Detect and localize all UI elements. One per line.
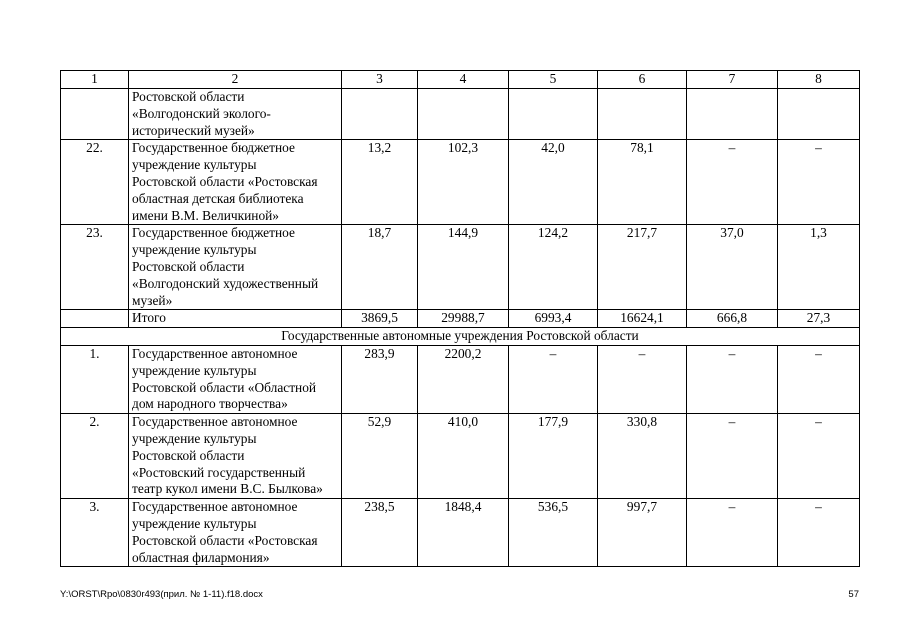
value-cell (687, 89, 778, 140)
value-cell: 410,0 (418, 414, 509, 499)
institution-name-cell (129, 414, 342, 499)
institution-name-line: музей» (132, 292, 173, 308)
value-cell (778, 89, 860, 140)
value-cell: 102,3 (418, 140, 509, 225)
value-cell: 42,0 (509, 140, 598, 225)
value-cell: 16624,1 (598, 310, 687, 328)
value-cell (598, 89, 687, 140)
institution-name-line: областная детская библиотека (132, 190, 304, 206)
footer-page-number: 57 (848, 589, 859, 600)
value-cell: – (509, 345, 598, 413)
value-cell: – (687, 345, 778, 413)
column-number-header: 2 (129, 71, 342, 89)
institution-name-line: областная филармония» (132, 549, 270, 565)
institution-name-line: учреждение культуры (132, 362, 257, 378)
institution-name-line: имени В.М. Величкиной» (132, 207, 279, 223)
section-title-row (61, 328, 860, 346)
institution-name-line: дом народного творчества» (132, 396, 288, 412)
column-number-header: 6 (598, 71, 687, 89)
institution-name-line: Ростовской области (132, 447, 245, 463)
table-row (61, 140, 860, 225)
row-number-cell: 23. (61, 225, 129, 310)
institution-name-line: театр кукол имени В.С. Былкова» (132, 481, 323, 497)
value-cell: – (687, 499, 778, 567)
row-number-cell (61, 310, 129, 328)
column-number-header: 5 (509, 71, 598, 89)
value-cell: – (778, 140, 860, 225)
value-cell: 124,2 (509, 225, 598, 310)
value-cell: 78,1 (598, 140, 687, 225)
value-cell: 666,8 (687, 310, 778, 328)
value-cell: 177,9 (509, 414, 598, 499)
institution-name-line: исторический музей» (132, 122, 255, 138)
value-cell: 283,9 (342, 345, 418, 413)
institution-name-line: Ростовской области (132, 89, 245, 104)
column-number-header: 8 (778, 71, 860, 89)
institution-name-line: учреждение культуры (132, 430, 257, 446)
column-number-header: 7 (687, 71, 778, 89)
footer-file-path: Y:\ORST\Rpo\0830r493(прил. № 1-11).f18.docx (60, 589, 263, 600)
institution-name-line: Ростовской области (132, 258, 245, 274)
row-number-cell: 2. (61, 414, 129, 499)
row-number-cell (61, 89, 129, 140)
institution-name-line: Государственное автономное (132, 345, 298, 361)
institution-name-line: Государственное автономное (132, 499, 298, 515)
value-cell: 6993,4 (509, 310, 598, 328)
value-cell: 997,7 (598, 499, 687, 567)
institution-name-line: Государственное автономное (132, 414, 298, 430)
value-cell: 18,7 (342, 225, 418, 310)
institution-name-line: учреждение культуры (132, 157, 257, 173)
institution-name-line: Ростовской области «Ростовская (132, 532, 318, 548)
value-cell: 217,7 (598, 225, 687, 310)
table-row (61, 345, 860, 413)
institution-name-line: Итого (132, 310, 166, 326)
institution-name-line: «Волгодонский эколого- (132, 105, 271, 121)
table-row (61, 225, 860, 310)
institution-name-cell (129, 345, 342, 413)
value-cell: – (598, 345, 687, 413)
value-cell (342, 89, 418, 140)
institution-name-cell (129, 140, 342, 225)
institution-name-line: учреждение культуры (132, 242, 257, 258)
institution-name-line: Ростовской области «Областной (132, 379, 317, 395)
value-cell: – (778, 414, 860, 499)
value-cell: 52,9 (342, 414, 418, 499)
column-number-header: 3 (342, 71, 418, 89)
institution-name-line: учреждение культуры (132, 515, 257, 531)
table-row (61, 414, 860, 499)
value-cell: 13,2 (342, 140, 418, 225)
institution-name-line: Ростовской области «Ростовская (132, 173, 318, 189)
table-row (61, 89, 860, 140)
value-cell: 3869,5 (342, 310, 418, 328)
value-cell: 238,5 (342, 499, 418, 567)
row-number-cell: 22. (61, 140, 129, 225)
section-title: Государственные автономные учреждения Ростовской области (61, 328, 860, 346)
table-row (61, 499, 860, 567)
budget-table (60, 70, 860, 567)
table-header-row (61, 71, 860, 89)
value-cell: 330,8 (598, 414, 687, 499)
institution-name-cell (129, 225, 342, 310)
institution-name-line: «Ростовский государственный (132, 464, 306, 480)
institution-name-line: «Волгодонский художественный (132, 275, 319, 291)
institution-name-cell (129, 310, 342, 328)
institution-name-line: Государственное бюджетное (132, 225, 295, 241)
row-number-cell: 3. (61, 499, 129, 567)
institution-name-cell (129, 89, 342, 140)
value-cell: 536,5 (509, 499, 598, 567)
value-cell: – (778, 345, 860, 413)
table-row (61, 310, 860, 328)
value-cell (509, 89, 598, 140)
value-cell: 29988,7 (418, 310, 509, 328)
value-cell: – (778, 499, 860, 567)
value-cell: – (687, 140, 778, 225)
value-cell (418, 89, 509, 140)
institution-name-cell (129, 499, 342, 567)
value-cell: 1,3 (778, 225, 860, 310)
value-cell: 1848,4 (418, 499, 509, 567)
row-number-cell: 1. (61, 345, 129, 413)
value-cell: 144,9 (418, 225, 509, 310)
institution-name-line: Государственное бюджетное (132, 140, 295, 156)
value-cell: 27,3 (778, 310, 860, 328)
column-number-header: 1 (61, 71, 129, 89)
value-cell: – (687, 414, 778, 499)
value-cell: 37,0 (687, 225, 778, 310)
value-cell: 2200,2 (418, 345, 509, 413)
column-number-header: 4 (418, 71, 509, 89)
